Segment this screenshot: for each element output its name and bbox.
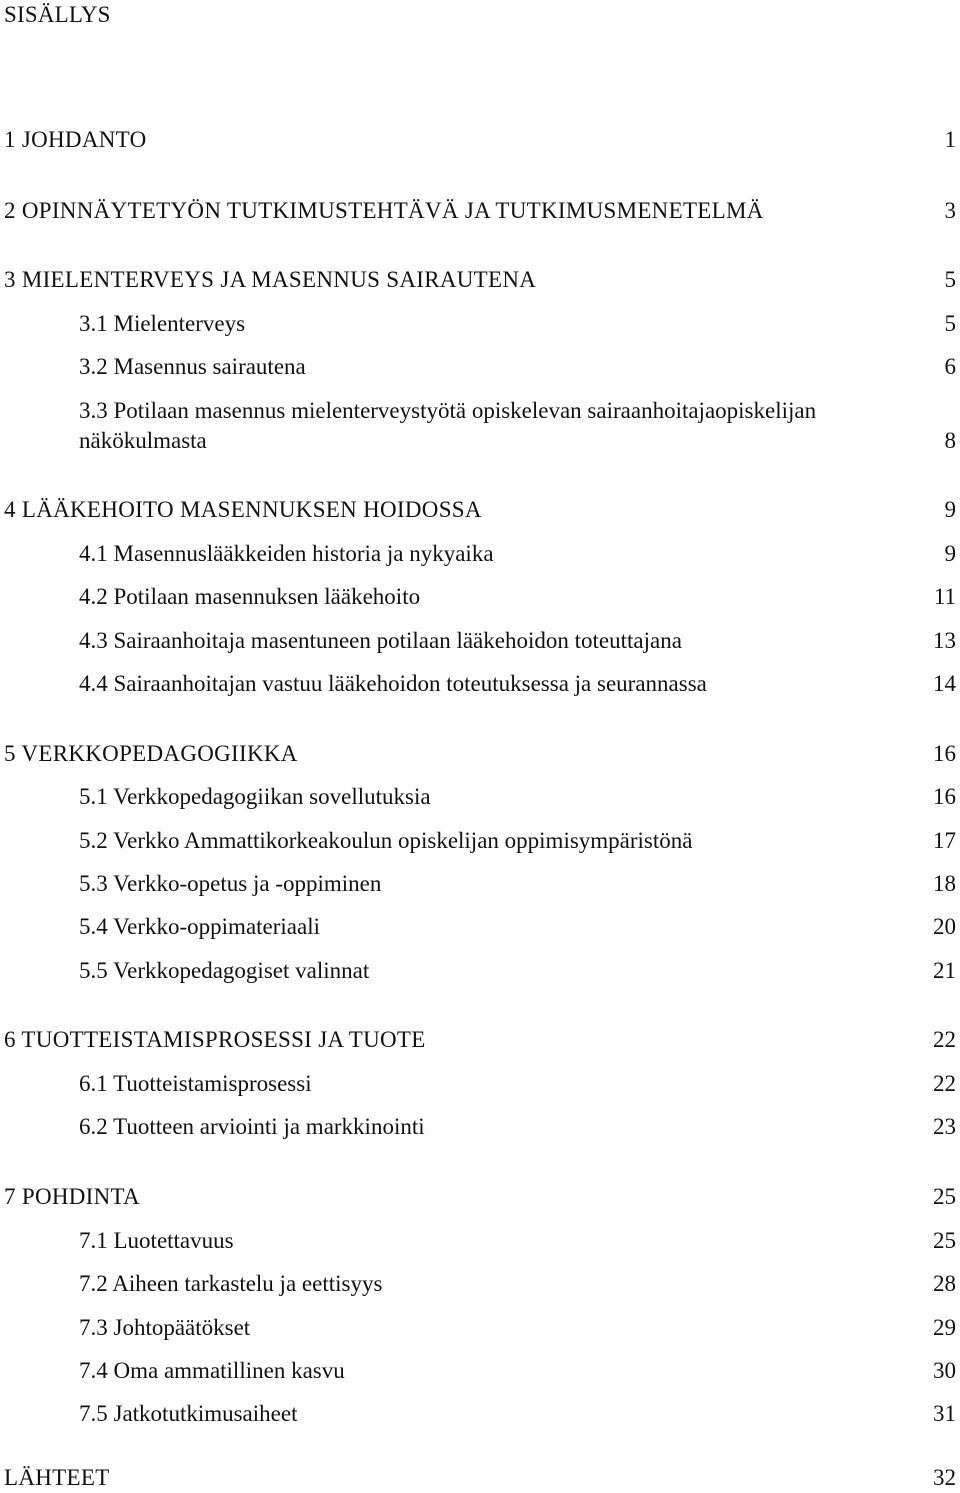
toc-entry-verkko-opetus[interactable] — [0, 869, 960, 899]
toc-entry-page: 11 — [933, 584, 956, 609]
toc-entry-page: 3 — [944, 198, 956, 223]
toc-entry-label: 6 TUOTTEISTAMISPROSESSI JA TUOTE — [4, 1027, 426, 1052]
toc-entry-page: 16 — [933, 741, 956, 766]
toc-entry-luotettavuus[interactable] — [0, 1226, 960, 1256]
toc-entry-page: 23 — [933, 1114, 956, 1139]
toc-entry-laakehoito[interactable] — [0, 495, 960, 525]
toc-entry-masennus-sairautena[interactable] — [0, 352, 960, 382]
toc-entry-potilaan-masennus[interactable] — [0, 396, 960, 456]
toc-entry-label: LÄHTEET — [4, 1465, 110, 1490]
toc-entry-page: 8 — [944, 428, 956, 453]
toc-entry-label: 7.3 Johtopäätökset — [79, 1315, 251, 1340]
toc-entry-label: 5.3 Verkko-opetus ja -oppiminen — [79, 871, 382, 896]
toc-entry-label: 5.2 Verkko Ammattikorkeakoulun opiskelijan oppimisympäristönä — [79, 828, 693, 853]
toc-entry-label: 3 MIELENTERVEYS JA MASENNUS SAIRAUTENA — [4, 267, 537, 292]
toc-entry-label: 7.4 Oma ammatillinen kasvu — [79, 1358, 345, 1383]
toc-entry-page: 30 — [933, 1358, 956, 1383]
toc-entry-label: 4.4 Sairaanhoitajan vastuu lääkehoidon toteutuksessa ja seurannassa — [79, 671, 707, 696]
toc-entry-label: 7 POHDINTA — [4, 1184, 140, 1209]
toc-entry-page: 25 — [933, 1184, 956, 1209]
toc-entry-aiheen-tarkastelu[interactable] — [0, 1269, 960, 1299]
toc-entry-oma-ammatillinen-kasvu[interactable] — [0, 1356, 960, 1386]
toc-entry-label: 3.2 Masennus sairautena — [79, 354, 306, 379]
toc-entry-label: 7.5 Jatkotutkimusaiheet — [79, 1401, 298, 1426]
toc-title: SISÄLLYS — [4, 2, 111, 27]
toc-entry-tuotteen-arviointi[interactable] — [0, 1112, 960, 1142]
toc-entry-tuotteistamisprosessi-ja-tuote[interactable] — [0, 1025, 960, 1055]
toc-entry-label: 7.1 Luotettavuus — [79, 1228, 234, 1253]
toc-entry-page: 6 — [944, 354, 956, 379]
toc-entry-label: 4.1 Masennuslääkkeiden historia ja nykyaika — [79, 541, 494, 566]
toc-entry-verkkopedagogiikka[interactable] — [0, 739, 960, 769]
toc-entry-label: 4.2 Potilaan masennuksen lääkehoito — [79, 584, 421, 609]
toc-entry-label: 5 VERKKOPEDAGOGIIKKA — [4, 741, 298, 766]
toc-entry-page: 18 — [933, 871, 956, 896]
toc-entry-sairaanhoitajan-vastuu[interactable] — [0, 669, 960, 699]
toc-entry-masennuslaakkeiden-historia[interactable] — [0, 539, 960, 569]
toc-entry-label: 5.1 Verkkopedagogiikan sovellutuksia — [79, 784, 431, 809]
toc-entry-label: 6.1 Tuotteistamisprosessi — [79, 1071, 312, 1096]
toc-entry-label: 3.3 Potilaan masennus mielenterveystyötä opiskelevan sairaanhoitajaopiskelijan näkökulmasta — [79, 398, 817, 453]
toc-entry-label: 4.3 Sairaanhoitaja masentuneen potilaan lääkehoidon toteuttajana — [79, 628, 682, 653]
toc-entry-page: 1 — [944, 127, 956, 152]
toc-entry-page: 14 — [933, 671, 956, 696]
toc-entry-mielenterveys[interactable] — [0, 309, 960, 339]
toc-entry-page: 29 — [933, 1315, 956, 1340]
toc-entry-page: 17 — [933, 828, 956, 853]
toc-entry-verkko-oppimisymparistona[interactable] — [0, 826, 960, 856]
toc-entry-pohdinta[interactable] — [0, 1182, 960, 1212]
toc-entry-page: 9 — [944, 541, 956, 566]
toc-entry-page: 22 — [933, 1027, 956, 1052]
toc-entry-label: 1 JOHDANTO — [4, 127, 147, 152]
toc-entry-label: 5.5 Verkkopedagogiset valinnat — [79, 958, 370, 983]
toc-entry-page: 16 — [933, 784, 956, 809]
toc-entry-johdanto[interactable] — [0, 125, 960, 155]
toc-entry-label: 6.2 Tuotteen arviointi ja markkinointi — [79, 1114, 425, 1139]
toc-entry-label: 2 OPINNÄYTETYÖN TUTKIMUSTEHTÄVÄ JA TUTKIMUSMENETELMÄ — [4, 198, 764, 223]
toc-entry-page: 9 — [944, 497, 956, 522]
toc-entry-sairaanhoitaja-toteuttajana[interactable] — [0, 626, 960, 656]
toc-entry-verkkopedagogiikan-sovellutuksia[interactable] — [0, 782, 960, 812]
toc-entry-johtopaatokset[interactable] — [0, 1313, 960, 1343]
toc-entry-potilaan-laakehoito[interactable] — [0, 582, 960, 612]
toc-entry-page: 21 — [933, 958, 956, 983]
toc-entry-label: 3.1 Mielenterveys — [79, 311, 246, 336]
toc-entry-page: 5 — [944, 267, 956, 292]
toc-entry-label: 5.4 Verkko-oppimateriaali — [79, 914, 321, 939]
toc-entry-verkkopedagogiset-valinnat[interactable] — [0, 956, 960, 986]
toc-entry-page: 13 — [933, 628, 956, 653]
toc-entry-lahteet[interactable] — [0, 1463, 960, 1493]
toc-entry-page: 31 — [933, 1401, 956, 1426]
toc-entry-page: 25 — [933, 1228, 956, 1253]
toc-entry-tuotteistamisprosessi[interactable] — [0, 1069, 960, 1099]
toc-entry-verkko-oppimateriaali[interactable] — [0, 912, 960, 942]
toc-entry-mielenterveys-ja-masennus[interactable] — [0, 265, 960, 295]
toc-entry-page: 22 — [933, 1071, 956, 1096]
toc-entry-jatkotutkimusaiheet[interactable] — [0, 1399, 960, 1429]
toc-entry-label: 4 LÄÄKEHOITO MASENNUKSEN HOIDOSSA — [4, 497, 482, 522]
toc-entry-tutkimustehtava[interactable] — [0, 196, 960, 226]
toc-entry-page: 32 — [933, 1465, 956, 1490]
toc-entry-label: 7.2 Aiheen tarkastelu ja eettisyys — [79, 1271, 383, 1296]
toc-entry-page: 20 — [933, 914, 956, 939]
toc-entry-page: 5 — [944, 311, 956, 336]
toc-entry-page: 28 — [933, 1271, 956, 1296]
